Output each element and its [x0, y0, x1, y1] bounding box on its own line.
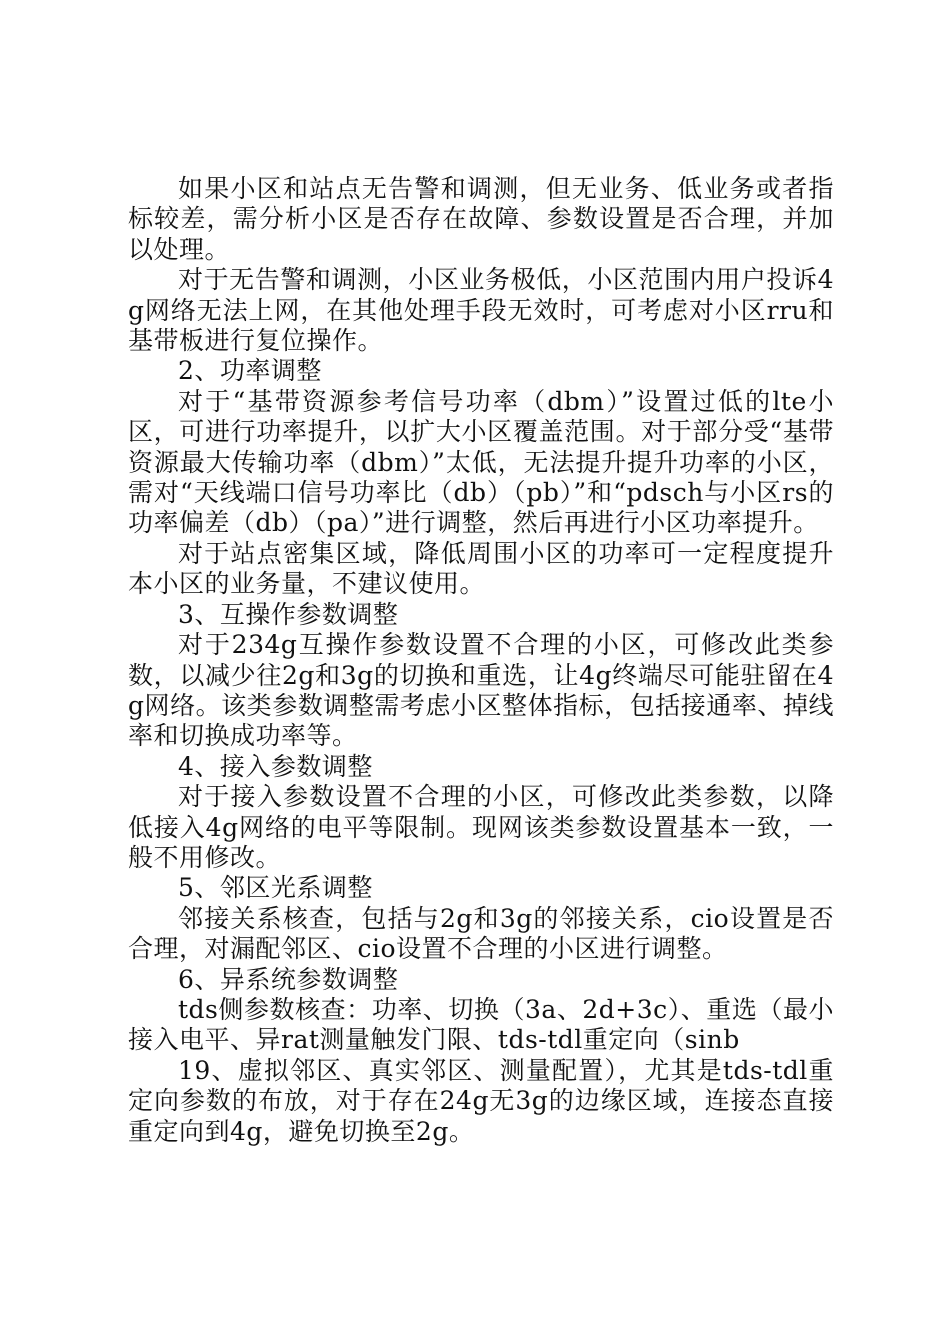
- paragraph: 19、虚拟邻区、真实邻区、测量配置），尤其是tds-tdl重定向参数的布放，对于存在24g无3g的边缘区域，连接态直接重定向到4g，避免切换至2g。: [128, 1055, 834, 1146]
- section-heading: 5、邻区光系调整: [178, 873, 373, 903]
- paragraph: 如果小区和站点无告警和调测，但无业务、低业务或者指标较差，需分析小区是否存在故障、参数设置是否合理，并加以处理。: [128, 174, 834, 264]
- paragraph: 对于无告警和调测，小区业务极低，小区范围内用户投诉4g网络无法上网，在其他处理手段无效时，可考虑对小区rru和基带板进行复位操作。: [128, 265, 834, 356]
- paragraph: 对于站点密集区域，降低周围小区的功率可一定程度提升本小区的业务量，不建议使用。: [128, 538, 834, 599]
- document-body: [128, 174, 834, 1147]
- paragraph: 对于接入参数设置不合理的小区，可修改此类参数，以降低接入4g网络的电平等限制。现网该类参数设置基本一致，一般不用修改。: [128, 782, 834, 872]
- section-heading: 2、功率调整: [178, 356, 322, 386]
- paragraph: 邻接关系核查，包括与2g和3g的邻接关系，cio设置是否合理，对漏配邻区、cio设置不合理的小区进行调整。: [128, 903, 834, 964]
- paragraph: 对于“基带资源参考信号功率（dbm）”设置过低的lte小区，可进行功率提升，以扩大小区覆盖范围。对于部分受“基带资源最大传输功率（dbm）”太低，无法提升提升功率的小区，需对“天线端口信号功率比（db）（pb）”和“pdsch与小区rs的功率偏差（db）（pa）”进行调整，然后再进行小区功率提升。: [128, 386, 834, 538]
- section-heading: 6、异系统参数调整: [178, 964, 399, 994]
- section-heading: 3、互操作参数调整: [178, 599, 399, 629]
- paragraph: 对于234g互操作参数设置不合理的小区，可修改此类参数，以减少往2g和3g的切换和重选，让4g终端尽可能驻留在4g网络。该类参数调整需考虑小区整体指标，包括接通率、掉线率和切换成功率等。: [128, 630, 834, 751]
- paragraph: tds侧参数核查：功率、切换（3a、2d+3c）、重选（最小接入电平、异rat测量触发门限、tds-tdl重定向（sinb: [128, 994, 834, 1055]
- section-heading: 4、接入参数调整: [178, 751, 373, 781]
